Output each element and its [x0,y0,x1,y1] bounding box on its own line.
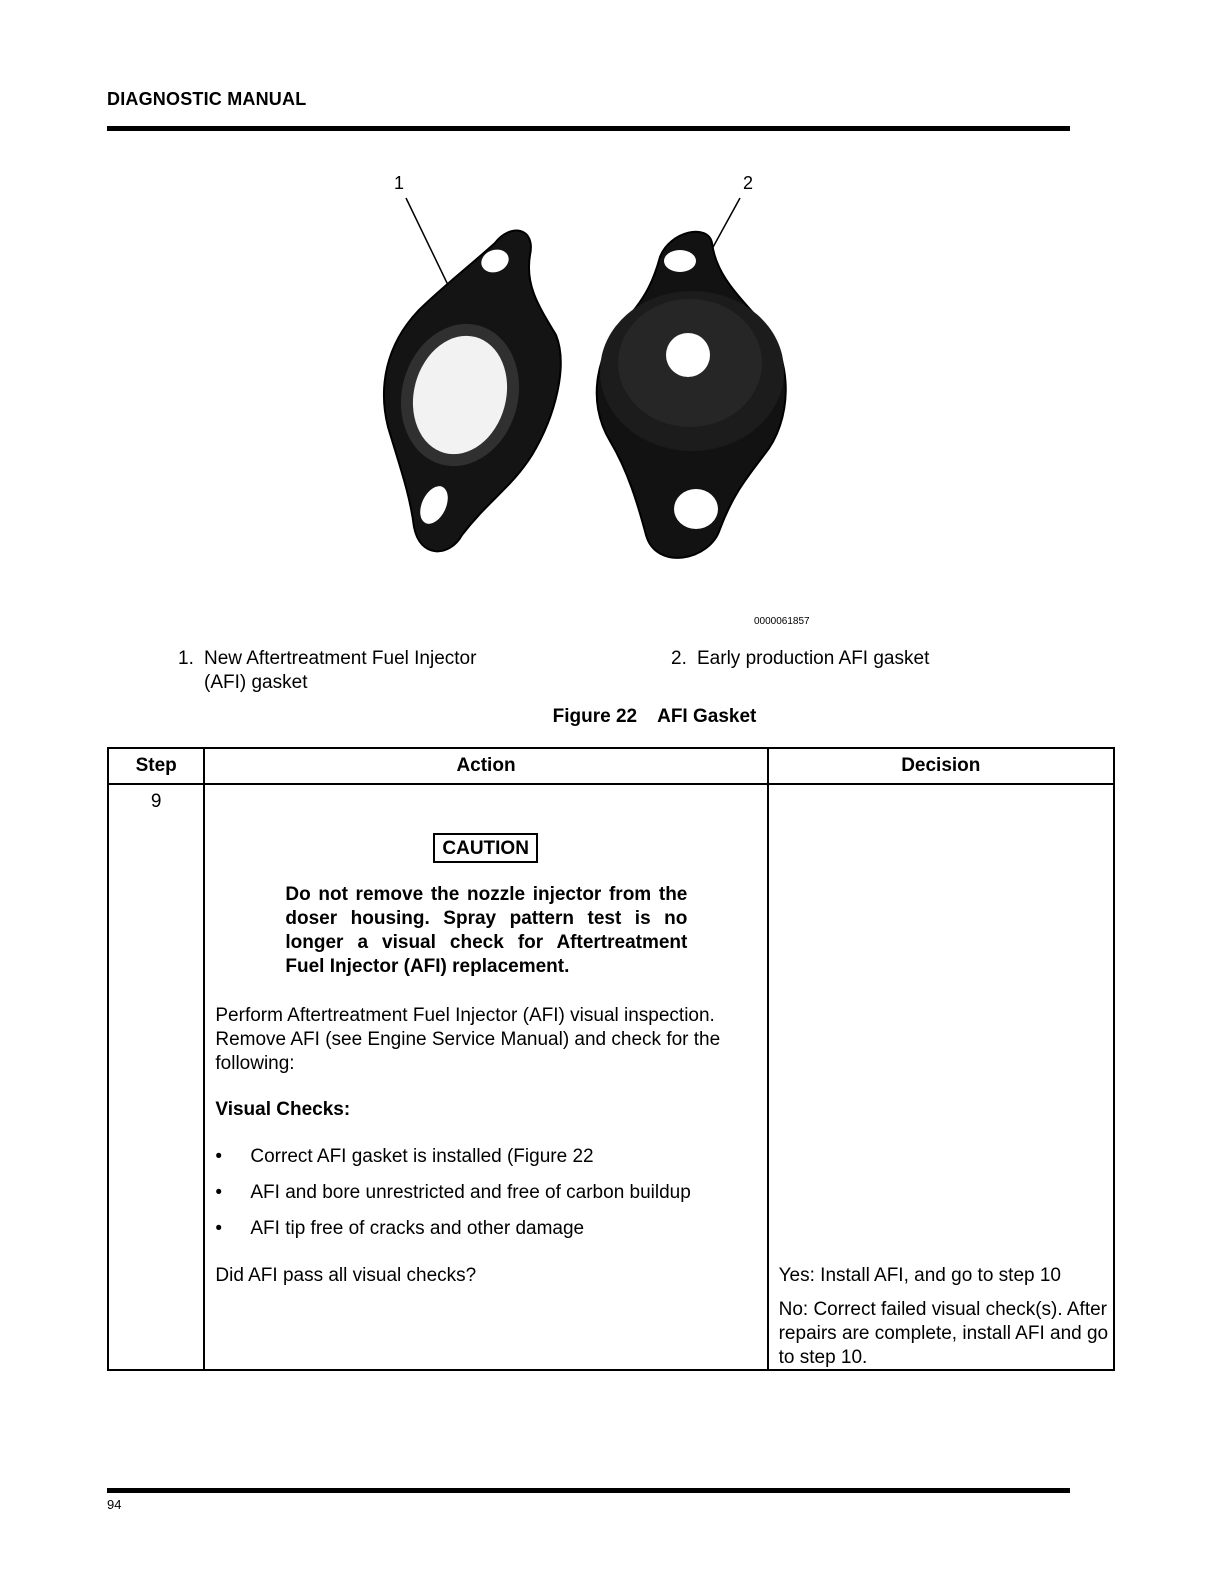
header-rule [107,126,1070,131]
legend-text-line: New Aftertreatment Fuel Injector [204,648,477,669]
table-row [108,784,1114,1370]
table-header-row [108,748,1114,784]
afi-gasket-figure [360,165,840,635]
bullet-icon: • [215,1182,223,1203]
header-title: DIAGNOSTIC MANUAL [107,89,307,109]
callout-1: 1 [394,173,405,193]
bullet-icon: • [215,1218,223,1239]
header-step: Step [108,748,204,784]
list-item-text: AFI tip free of cracks and other damage [250,1218,585,1239]
leader-line-1 [406,198,448,285]
decision-no: No: Correct failed visual check(s). After repairs are complete, install AFI and go to step 10. [778,1299,1109,1368]
figure-caption-number: Figure 22 [552,706,638,727]
footer-rule [107,1488,1070,1493]
caution-label: CAUTION [433,833,538,863]
caution-text: Do not remove the nozzle injector from the doser housing. Spray pattern test is no longer a visual check for Aftertreatment Fuel Injector (AFI) replacement. [285,884,688,977]
callout-2: 2 [743,173,754,193]
list-item-text: Correct AFI gasket is installed (Figure 22 [250,1146,594,1167]
gasket-illustration [360,165,840,635]
decision-cell [768,784,1114,1370]
diagnostic-step-table [107,747,1115,1371]
page-number: 94 [107,1497,122,1512]
list-item-text: AFI and bore unrestricted and free of carbon buildup [250,1182,691,1203]
visual-checks-heading: Visual Checks: [215,1099,351,1120]
figure-image-id: 0000061857 [754,616,810,627]
bullet-icon: • [215,1146,223,1167]
figure-caption-title: AFI Gasket [657,706,757,727]
legend-number: 1. [178,648,194,669]
action-cell [204,784,767,1370]
question-text: Did AFI pass all visual checks? [215,1265,477,1286]
figure-caption [0,706,1224,728]
early-production-afi-gasket [597,232,786,558]
legend-number: 2. [671,648,687,669]
header-action: Action [204,748,767,784]
leader-line-2 [712,198,740,249]
legend-text-line: (AFI) gasket [204,672,308,693]
instruction-text: Perform Aftertreatment Fuel Injector (AFI) visual inspection. Remove AFI (see Engine Service Manual) and check for the following: [215,1005,721,1074]
decision-yes: Yes: Install AFI, and go to step 10 [778,1265,1061,1286]
header-decision: Decision [768,748,1114,784]
new-afi-gasket [384,231,561,552]
step-number: 9 [108,784,204,1370]
legend-text-line: Early production AFI gasket [697,648,930,669]
